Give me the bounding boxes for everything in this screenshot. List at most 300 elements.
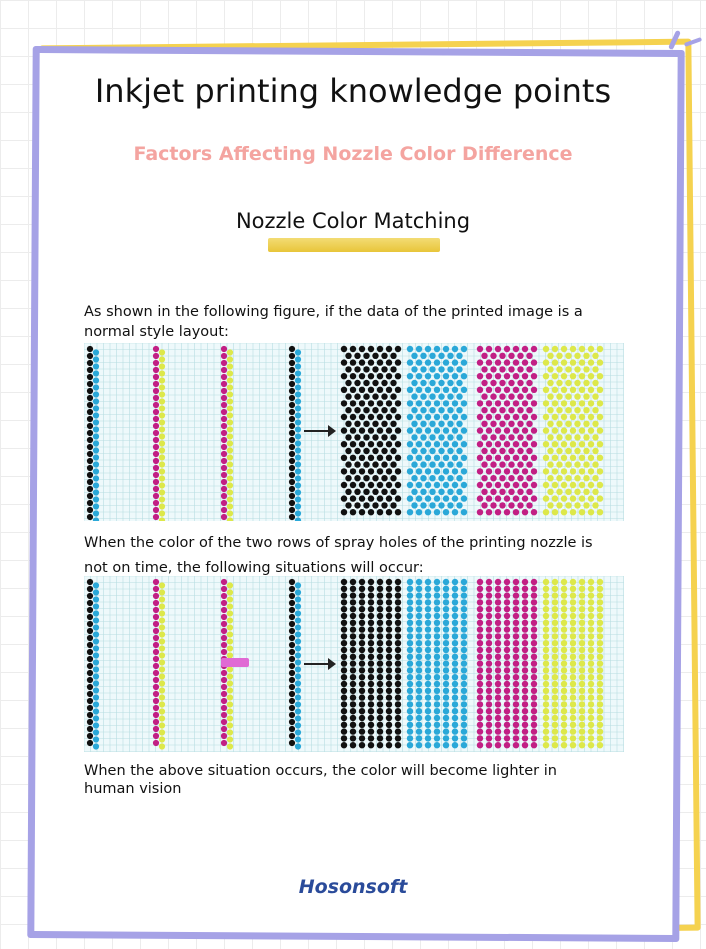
nozzle-dot-cyan: [93, 708, 99, 714]
output-dot: [456, 448, 462, 454]
output-dot: [522, 359, 528, 365]
output-dot: [522, 468, 528, 474]
output-dot: [504, 708, 510, 714]
output-dot: [552, 387, 558, 393]
output-dot: [434, 633, 440, 639]
output-dot: [386, 509, 392, 515]
output-dot: [452, 667, 458, 673]
nozzle-dot-cyan: [93, 631, 99, 637]
output-dot: [341, 633, 347, 639]
output-dot: [477, 579, 483, 585]
output-dot: [531, 701, 537, 707]
output-dot: [447, 421, 453, 427]
output-dot: [522, 654, 528, 660]
output-dot: [477, 647, 483, 653]
output-dot: [477, 681, 483, 687]
output-dot: [381, 502, 387, 508]
output-dot: [461, 647, 467, 653]
output-dot: [552, 468, 558, 474]
output-dot: [522, 455, 528, 461]
output-dot: [363, 448, 369, 454]
nozzle-dot-yellow: [227, 631, 233, 637]
output-dot: [486, 667, 492, 673]
output-dot: [359, 620, 365, 626]
output-dot: [531, 359, 537, 365]
output-dot: [504, 606, 510, 612]
output-dot: [513, 620, 519, 626]
output-dot: [461, 387, 467, 393]
output-dot: [341, 647, 347, 653]
output-dot: [395, 441, 401, 447]
output-dot: [513, 606, 519, 612]
output-dot: [597, 373, 603, 379]
output-dot: [420, 502, 426, 508]
nozzle-dot-yellow: [227, 610, 233, 616]
output-dot: [486, 441, 492, 447]
output-dot: [552, 441, 558, 447]
output-dot: [504, 620, 510, 626]
output-dot: [368, 681, 374, 687]
nozzle-dot-black: [87, 444, 93, 450]
output-dot: [547, 475, 553, 481]
output-dot: [411, 353, 417, 359]
output-dot: [452, 640, 458, 646]
output-dot: [416, 599, 422, 605]
output-dot: [556, 421, 562, 427]
nozzle-dot-cyan: [295, 356, 301, 362]
output-dot: [504, 346, 510, 352]
output-dot: [425, 414, 431, 420]
output-dot: [486, 606, 492, 612]
output-dot: [359, 715, 365, 721]
output-dot: [561, 660, 567, 666]
output-dot: [372, 407, 378, 413]
output-dot: [513, 647, 519, 653]
output-dot: [411, 434, 417, 440]
output-dot: [359, 674, 365, 680]
nozzle-dot-magenta: [153, 719, 159, 725]
output-dot: [341, 414, 347, 420]
nozzle-dot-black: [87, 486, 93, 492]
nozzle-dot-cyan: [295, 468, 301, 474]
output-dot: [447, 380, 453, 386]
output-dot: [552, 495, 558, 501]
output-dot: [570, 694, 576, 700]
output-dot: [407, 647, 413, 653]
output-dot: [526, 475, 532, 481]
output-dot: [368, 694, 374, 700]
output-dot: [354, 502, 360, 508]
output-dot: [443, 599, 449, 605]
nozzle-dot-black: [87, 514, 93, 520]
output-dot: [513, 722, 519, 728]
output-dot: [443, 735, 449, 741]
output-dot: [570, 633, 576, 639]
output-dot: [592, 366, 598, 372]
output-dot: [588, 586, 594, 592]
output-dot: [434, 647, 440, 653]
output-dot: [477, 728, 483, 734]
output-dot: [565, 393, 571, 399]
output-dot: [508, 502, 514, 508]
nozzle-dot-yellow: [159, 510, 165, 516]
nozzle-dot-cyan: [295, 624, 301, 630]
output-dot: [416, 414, 422, 420]
nozzle-dot-magenta: [221, 726, 227, 732]
output-dot: [579, 647, 585, 653]
output-dot: [597, 715, 603, 721]
output-dot: [407, 606, 413, 612]
output-dot: [579, 681, 585, 687]
output-dot: [477, 455, 483, 461]
output-dot: [377, 742, 383, 748]
nozzle-dot-black: [87, 500, 93, 506]
output-dot: [359, 606, 365, 612]
nozzle-dot-yellow: [159, 666, 165, 672]
output-dot: [570, 441, 576, 447]
nozzle-dot-cyan: [93, 447, 99, 453]
output-dot: [592, 461, 598, 467]
output-dot: [513, 359, 519, 365]
output-dot: [495, 346, 501, 352]
nozzle-dot-black: [289, 586, 295, 592]
output-dot: [597, 441, 603, 447]
output-dot: [495, 654, 501, 660]
output-dot: [531, 495, 537, 501]
output-dot: [434, 735, 440, 741]
output-dot: [495, 735, 501, 741]
output-dot: [372, 393, 378, 399]
output-dot: [513, 660, 519, 666]
nozzle-dot-magenta: [153, 500, 159, 506]
output-dot: [579, 708, 585, 714]
output-dot: [481, 380, 487, 386]
output-dot: [556, 353, 562, 359]
output-dot: [552, 482, 558, 488]
output-dot: [377, 592, 383, 598]
nozzle-dot-yellow: [159, 363, 165, 369]
nozzle-dot-magenta: [221, 458, 227, 464]
nozzle-dot-black: [289, 642, 295, 648]
nozzle-dot-black: [87, 374, 93, 380]
output-dot: [597, 722, 603, 728]
output-dot: [425, 400, 431, 406]
nozzle-dot-black: [289, 493, 295, 499]
output-dot: [359, 633, 365, 639]
nozzle-dot-yellow: [227, 729, 233, 735]
output-dot: [561, 701, 567, 707]
output-dot: [341, 509, 347, 515]
output-dot: [543, 688, 549, 694]
output-dot: [456, 434, 462, 440]
nozzle-dot-cyan: [93, 496, 99, 502]
output-dot: [452, 427, 458, 433]
nozzle-dot-magenta: [153, 614, 159, 620]
output-dot: [561, 373, 567, 379]
output-dot: [522, 660, 528, 666]
output-dot: [345, 393, 351, 399]
output-dot: [443, 592, 449, 598]
output-dot: [477, 387, 483, 393]
output-dot: [556, 475, 562, 481]
output-dot: [411, 380, 417, 386]
output-dot: [395, 647, 401, 653]
nozzle-dot-cyan: [93, 610, 99, 616]
output-dot: [531, 599, 537, 605]
output-dot: [504, 495, 510, 501]
nozzle-dot-black: [87, 663, 93, 669]
output-dot: [434, 468, 440, 474]
output-dot: [565, 475, 571, 481]
nozzle-dot-magenta: [221, 353, 227, 359]
nozzle-dot-magenta: [221, 479, 227, 485]
output-dot: [579, 400, 585, 406]
output-dot: [386, 654, 392, 660]
misaligned-nozzle-svg: [84, 576, 624, 752]
output-dot: [552, 592, 558, 598]
nozzle-dot-cyan: [93, 624, 99, 630]
nozzle-dot-black: [289, 402, 295, 408]
output-dot: [395, 620, 401, 626]
output-dot: [438, 366, 444, 372]
nozzle-dot-yellow: [159, 617, 165, 623]
output-dot: [495, 579, 501, 585]
output-dot: [522, 495, 528, 501]
output-dot: [377, 708, 383, 714]
output-dot: [570, 626, 576, 632]
output-dot: [416, 715, 422, 721]
output-dot: [368, 654, 374, 660]
output-dot: [522, 633, 528, 639]
output-dot: [416, 708, 422, 714]
nozzle-dot-magenta: [153, 663, 159, 669]
nozzle-dot-magenta: [221, 614, 227, 620]
output-dot: [486, 482, 492, 488]
output-dot: [495, 599, 501, 605]
nozzle-dot-yellow: [227, 433, 233, 439]
output-dot: [504, 400, 510, 406]
output-dot: [377, 606, 383, 612]
output-dot: [486, 387, 492, 393]
nozzle-dot-black: [87, 586, 93, 592]
output-dot: [341, 735, 347, 741]
output-dot: [552, 599, 558, 605]
nozzle-dot-magenta: [153, 684, 159, 690]
output-dot: [561, 722, 567, 728]
output-dot: [420, 407, 426, 413]
output-dot: [531, 387, 537, 393]
output-dot: [411, 448, 417, 454]
output-dot: [386, 701, 392, 707]
output-dot: [438, 448, 444, 454]
output-dot: [517, 489, 523, 495]
nozzle-dot-black: [289, 367, 295, 373]
output-dot: [363, 502, 369, 508]
output-dot: [372, 502, 378, 508]
output-dot: [434, 579, 440, 585]
nozzle-dot-cyan: [93, 440, 99, 446]
output-dot: [425, 586, 431, 592]
output-dot: [359, 735, 365, 741]
output-dot: [508, 393, 514, 399]
output-dot: [490, 475, 496, 481]
output-dot: [359, 482, 365, 488]
output-dot: [583, 353, 589, 359]
output-dot: [481, 475, 487, 481]
output-dot: [477, 620, 483, 626]
output-dot: [411, 407, 417, 413]
output-dot: [341, 495, 347, 501]
output-dot: [411, 393, 417, 399]
output-dot: [386, 735, 392, 741]
nozzle-dot-black: [87, 430, 93, 436]
nozzle-dot-cyan: [93, 659, 99, 665]
output-dot: [425, 626, 431, 632]
output-dot: [434, 742, 440, 748]
output-dot: [350, 427, 356, 433]
nozzle-dot-yellow: [159, 701, 165, 707]
output-dot: [588, 455, 594, 461]
nozzle-dot-black: [289, 416, 295, 422]
hosonsoft-logo: Hosonsoft: [298, 876, 408, 898]
output-dot: [574, 366, 580, 372]
nozzle-dot-cyan: [93, 596, 99, 602]
output-dot: [452, 674, 458, 680]
output-dot: [456, 502, 462, 508]
output-dot: [570, 613, 576, 619]
output-dot: [495, 441, 501, 447]
nozzle-dot-magenta: [153, 677, 159, 683]
output-dot: [461, 613, 467, 619]
output-dot: [395, 728, 401, 734]
output-dot: [543, 735, 549, 741]
output-dot: [456, 407, 462, 413]
output-dot: [561, 579, 567, 585]
output-dot: [372, 353, 378, 359]
output-dot: [499, 366, 505, 372]
output-dot: [495, 647, 501, 653]
output-dot: [504, 694, 510, 700]
output-dot: [547, 448, 553, 454]
output-dot: [561, 681, 567, 687]
output-dot: [486, 660, 492, 666]
output-dot: [517, 407, 523, 413]
output-dot: [556, 461, 562, 467]
output-dot: [443, 633, 449, 639]
nozzle-dot-yellow: [159, 708, 165, 714]
output-dot: [377, 468, 383, 474]
output-dot: [486, 735, 492, 741]
output-dot: [486, 681, 492, 687]
output-dot: [579, 373, 585, 379]
output-dot: [543, 708, 549, 714]
output-dot: [486, 701, 492, 707]
output-dot: [561, 400, 567, 406]
output-dot: [368, 620, 374, 626]
output-dot: [447, 434, 453, 440]
output-dot: [341, 640, 347, 646]
output-dot: [452, 660, 458, 666]
output-dot: [561, 667, 567, 673]
output-dot: [570, 701, 576, 707]
output-dot: [390, 461, 396, 467]
nozzle-dot-black: [289, 472, 295, 478]
nozzle-dot-black: [87, 479, 93, 485]
output-dot: [486, 620, 492, 626]
output-dot: [517, 380, 523, 386]
output-dot: [508, 353, 514, 359]
output-dot: [583, 448, 589, 454]
nozzle-dot-yellow: [159, 398, 165, 404]
output-dot: [390, 393, 396, 399]
output-dot: [461, 626, 467, 632]
nozzle-dot-magenta: [153, 402, 159, 408]
nozzle-dot-magenta: [153, 388, 159, 394]
output-dot: [556, 380, 562, 386]
output-dot: [570, 455, 576, 461]
output-dot: [579, 586, 585, 592]
output-dot: [452, 509, 458, 515]
nozzle-dot-yellow: [227, 349, 233, 355]
output-dot: [341, 346, 347, 352]
output-dot: [543, 613, 549, 619]
output-dot: [513, 509, 519, 515]
output-dot: [570, 579, 576, 585]
output-dot: [495, 373, 501, 379]
output-dot: [350, 640, 356, 646]
output-dot: [499, 353, 505, 359]
nozzle-dot-magenta: [153, 691, 159, 697]
output-dot: [543, 606, 549, 612]
output-dot: [561, 482, 567, 488]
output-dot: [411, 461, 417, 467]
output-dot: [386, 633, 392, 639]
nozzle-dot-magenta: [153, 381, 159, 387]
output-dot: [386, 400, 392, 406]
nozzle-dot-yellow: [159, 349, 165, 355]
output-dot: [486, 613, 492, 619]
output-dot: [434, 599, 440, 605]
output-dot: [561, 640, 567, 646]
output-dot: [447, 489, 453, 495]
output-dot: [363, 475, 369, 481]
output-dot: [434, 414, 440, 420]
nozzle-dot-magenta: [221, 684, 227, 690]
nozzle-dot-magenta: [153, 479, 159, 485]
output-dot: [395, 455, 401, 461]
nozzle-dot-cyan: [295, 349, 301, 355]
nozzle-dot-yellow: [227, 482, 233, 488]
nozzle-dot-magenta: [221, 600, 227, 606]
output-dot: [452, 742, 458, 748]
output-dot: [597, 701, 603, 707]
output-dot: [504, 613, 510, 619]
nozzle-dot-yellow: [159, 715, 165, 721]
nozzle-dot-black: [87, 677, 93, 683]
output-dot: [350, 579, 356, 585]
output-dot: [407, 688, 413, 694]
output-dot: [588, 728, 594, 734]
output-dot: [552, 579, 558, 585]
output-dot: [407, 654, 413, 660]
nozzle-dot-cyan: [295, 631, 301, 637]
output-dot: [341, 722, 347, 728]
nozzle-dot-black: [289, 614, 295, 620]
output-dot: [486, 674, 492, 680]
output-dot: [477, 708, 483, 714]
output-dot: [416, 387, 422, 393]
output-dot: [386, 613, 392, 619]
